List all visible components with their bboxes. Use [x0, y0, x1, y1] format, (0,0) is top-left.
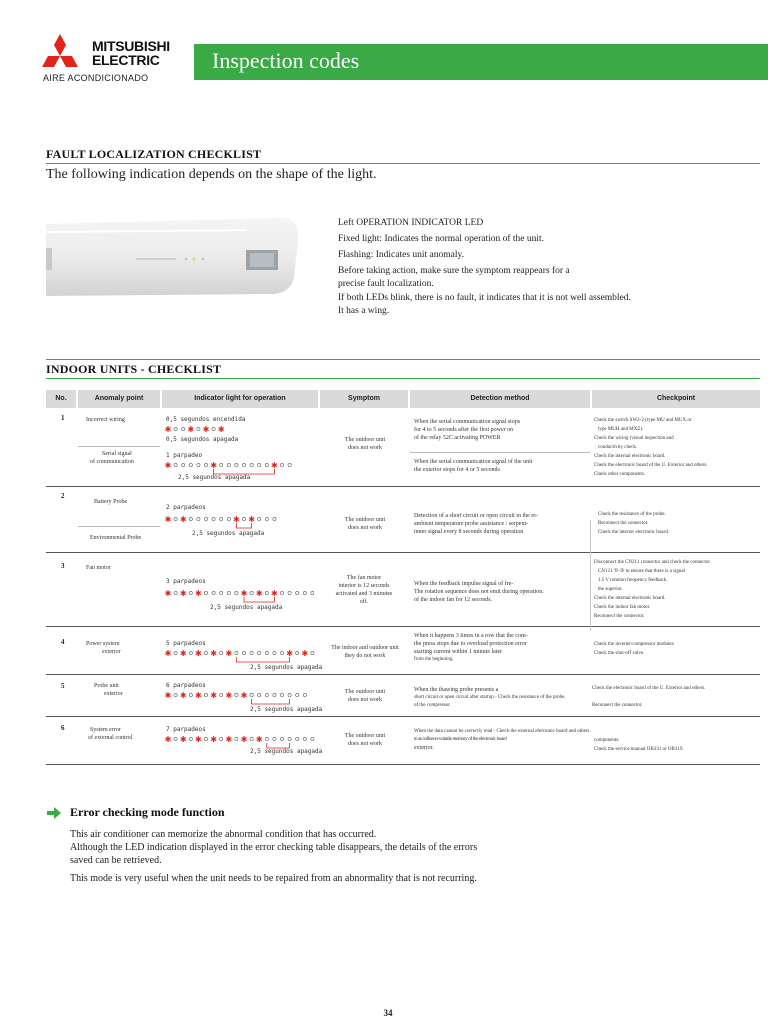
error-mode-title: Error checking mode function: [70, 805, 225, 819]
led-off-mark: [235, 737, 238, 740]
detection-line: for 4 to 5 seconds after the first power on: [414, 427, 514, 433]
led-off-mark: [288, 693, 291, 696]
checkpoint-line: CN121 ①-③ to ensure that there is a signal: [598, 569, 686, 574]
led-off-mark: [265, 463, 268, 466]
led-off-mark: [265, 693, 268, 696]
detection-line: ambient temperature probe assistance / serpent-: [414, 521, 529, 527]
led-off-mark: [204, 517, 207, 520]
led-on-mark: ✱: [210, 735, 217, 744]
checkpoint: [594, 640, 675, 658]
cell-divider: [78, 446, 160, 447]
symptom-line: does not work: [348, 697, 382, 703]
brand-line-2: ELECTRIC: [92, 52, 160, 68]
column-divider: [590, 520, 591, 630]
led-off-mark: [197, 517, 200, 520]
symptom-line: activated and 3 minutes: [335, 591, 393, 597]
row-number: 2: [61, 492, 65, 500]
led-on-mark: ✱: [271, 461, 278, 470]
col-header-no: No.: [46, 390, 76, 408]
symptom-line: does not work: [348, 525, 382, 531]
off-duration-label: 2,5 segundos apagada: [250, 706, 323, 713]
checkpoint-line: type MUH and MXZ).: [598, 427, 644, 432]
green-arrow-icon: [46, 806, 62, 820]
col-header-symptom: Symptom: [320, 390, 408, 408]
off-duration-label: 2,5 segundos apagada: [250, 664, 323, 671]
error-mode-paragraph: [70, 828, 477, 867]
detection-method: [414, 632, 528, 664]
led-off-mark: [189, 591, 192, 594]
indicator-on-label: 0,5 segundos encendida: [166, 416, 246, 423]
detection-method: [414, 580, 544, 604]
checkpoint-line: Check the shut-off valve.: [594, 651, 645, 656]
col-header-indicator: Indicator light for operation: [162, 390, 318, 408]
led-line: Fixed light: Indicates the normal operation of the unit.: [338, 234, 545, 244]
led-on-mark: ✱: [195, 649, 202, 658]
led-off-mark: [303, 591, 306, 594]
anomaly-point: Incorrect wiring: [86, 417, 125, 423]
title-banner: [194, 44, 768, 80]
detection-line: When the serial communication signal of the unit: [414, 459, 533, 465]
checkpoint-line: Reconnect the connector.: [592, 703, 643, 708]
led-off-mark: [311, 591, 314, 594]
led-off-mark: [280, 693, 283, 696]
led-off-mark: [296, 693, 299, 696]
section-divider: [46, 378, 760, 379]
led-off-mark: [174, 427, 177, 430]
note-line: Before taking action, make sure the symptom reappears for a: [338, 266, 570, 276]
led-on-mark: ✱: [179, 735, 187, 744]
led-off-mark: [235, 591, 238, 594]
detection-line: the press stops due to overload protection error: [414, 641, 527, 647]
detection-line: When the data cannot be correctly read - Check the external electronic board and others: [414, 729, 590, 734]
off-duration-bracket: [252, 699, 290, 704]
anomaly-point: Environmental Probe: [90, 535, 142, 541]
mitsubishi-logo: [34, 30, 174, 90]
detection-line: of the relay 52C activating POWER: [414, 435, 501, 441]
note-line: precise fault localization.: [338, 279, 434, 289]
led-description: [338, 217, 544, 262]
led-off-mark: [189, 517, 192, 520]
off-duration-label: 2,5 segundos apagada: [178, 474, 251, 481]
blink-count-label: 7 parpadeos: [166, 726, 206, 733]
checkpoint: [592, 684, 705, 710]
symptom-line: they do not work: [344, 653, 386, 659]
page-title: Inspection codes: [212, 48, 360, 73]
led-off-mark: [250, 693, 253, 696]
led-on-mark: ✱: [179, 649, 187, 658]
led-off-mark: [197, 463, 200, 466]
led-on-mark: ✱: [271, 589, 278, 598]
detection-line: the exterior stops for 4 or 5 seconds: [414, 467, 500, 473]
led-off-mark: [182, 427, 185, 430]
detection-line: The rotation sequence does not emit during operation.: [414, 589, 544, 595]
led-off-mark: [220, 737, 223, 740]
symptom-line: does not work: [348, 741, 382, 747]
led-on-mark: ✱: [187, 425, 195, 434]
led-on-mark: ✱: [225, 649, 233, 658]
anomaly-point: Probe unit: [94, 683, 119, 689]
checkpoint-line: Check the internal electronic board.: [594, 596, 666, 601]
led-off-mark: [258, 463, 261, 466]
led-off-mark: [265, 517, 268, 520]
detection-method: [414, 686, 566, 710]
col-header-detection: Detection method: [410, 390, 590, 408]
led-on-mark: ✱: [210, 649, 217, 658]
symptom-line: The outdoor unit: [344, 517, 386, 523]
indoor-unit-image: [46, 212, 300, 296]
brand-line-1: MITSUBISHI: [92, 38, 170, 54]
section-divider: [46, 163, 760, 164]
row-divider: [46, 674, 760, 675]
detection-line: exterior.: [414, 745, 434, 751]
symptom-line: does not work: [348, 445, 382, 451]
page-number: 34: [383, 1008, 393, 1018]
led-on-mark: ✱: [240, 589, 248, 598]
led-off-mark: [182, 463, 185, 466]
led-off-mark: [174, 737, 177, 740]
detection-line: from the beginning.: [414, 657, 454, 662]
detection-line: inner signal every 8 seconds during operation: [414, 529, 524, 535]
led-off-mark: [242, 463, 245, 466]
checkpoint-line: Check the internal electronic board.: [594, 454, 666, 459]
indoor-section-title: INDOOR UNITS - CHECKLIST: [46, 362, 222, 376]
led-off-mark: [250, 591, 253, 594]
led-line: Left OPERATION INDICATOR LED: [338, 218, 484, 228]
led-off-mark: [265, 591, 268, 594]
three-diamonds-icon: [34, 32, 86, 76]
indicator-off-label: 0,5 segundos apagada: [166, 436, 239, 443]
checkpoint-line: Check other components.: [594, 472, 645, 477]
checkpoint-line: Check the resistance of the probe.: [598, 512, 666, 517]
led-off-mark: [265, 651, 268, 654]
detection-line: When the serial communication signal stops: [414, 419, 521, 425]
lead-text: The following indication depends on the shape of the light.: [46, 167, 377, 182]
checkpoint: [594, 736, 684, 754]
led-on-mark: ✱: [179, 589, 187, 598]
symptom: [340, 516, 390, 532]
led-off-mark: [174, 463, 177, 466]
anomaly-point: of communication: [90, 459, 134, 465]
led-on-mark: ✱: [164, 425, 172, 434]
led-off-mark: [258, 517, 261, 520]
led-off-mark: [258, 651, 261, 654]
note-line: If both LEDs blink, there is no fault, it indicates that it is not well assembled.: [338, 293, 631, 303]
cell-divider: [78, 526, 160, 527]
symptom: [326, 574, 402, 606]
detection-method: [414, 728, 589, 752]
paragraph-line: This air conditioner can memorize the abnormal condition that has occurred.: [70, 829, 377, 840]
section-divider: [46, 359, 760, 360]
row-divider: [46, 716, 760, 717]
checkpoint-line: the superior.: [598, 587, 623, 592]
blink-count-label: 6 parpadeos: [166, 682, 206, 689]
led-off-mark: [296, 591, 299, 594]
led-on-mark: ✱: [286, 649, 293, 658]
anomaly-point: Power system: [86, 641, 120, 647]
led-off-mark: [212, 427, 215, 430]
blink-count-label: 1 parpadeo: [166, 452, 203, 459]
symptom: [340, 436, 390, 452]
led-on-mark: ✱: [179, 691, 187, 700]
led-off-mark: [220, 463, 223, 466]
led-off-mark: [311, 737, 314, 740]
symptom-line: The outdoor unit: [344, 733, 386, 739]
checkpoint-line: Check the indoor fan motor.: [594, 605, 651, 610]
led-on-mark: ✱: [164, 649, 172, 658]
checkpoint-line: 1.5 V rotation frequency feedback.: [598, 578, 668, 583]
led-on-mark: ✱: [225, 691, 233, 700]
anomaly-point: System error: [90, 727, 121, 733]
led-on-mark: ✱: [164, 691, 172, 700]
led-off-mark: [220, 651, 223, 654]
led-on-mark: ✱: [164, 589, 172, 598]
led-off-mark: [204, 651, 207, 654]
led-on-mark: ✱: [210, 691, 217, 700]
led-on-mark: ✱: [248, 515, 255, 524]
detection-method: [414, 418, 520, 442]
symptom: [340, 688, 390, 704]
detection-method: [414, 512, 538, 536]
symptom-line: off.: [359, 599, 369, 605]
led-on-mark: ✱: [179, 515, 187, 524]
row-divider: [46, 764, 760, 765]
checkpoint-line: Disconnect the CN211 connector and check the connector: [594, 560, 711, 565]
checkpoint-line: Reconnect the connector.: [594, 614, 645, 619]
blink-count-label: 5 parpadeos: [166, 640, 206, 647]
led-off-mark: [220, 517, 223, 520]
led-off-mark: [250, 737, 253, 740]
col-header-checkpoint: Checkpoint: [592, 390, 760, 408]
led-on-mark: ✱: [195, 735, 202, 744]
led-off-mark: [212, 517, 215, 520]
led-on-mark: ✱: [164, 735, 172, 744]
checkpoint-line: Check the wiring (visual inspection and: [594, 436, 674, 441]
led-off-mark: [280, 651, 283, 654]
detection-line: Detection of a short circuit or open circuit in the re-: [414, 513, 538, 519]
led-off-mark: [174, 517, 177, 520]
paragraph-line: Although the LED indication displayed in the error checking table disappears, the details of the errors: [70, 842, 478, 853]
led-off-mark: [204, 463, 207, 466]
row-number: 5: [61, 682, 65, 690]
led-pattern-icon: [164, 424, 244, 434]
led-off-mark: [212, 591, 215, 594]
off-duration-label: 2,5 segundos apagada: [210, 604, 283, 611]
led-off-mark: [273, 517, 276, 520]
row-number: 4: [61, 638, 65, 646]
detection-line: to an infineon-volatile memory of the electronic board: [414, 737, 507, 742]
fault-note: [338, 265, 631, 318]
led-off-mark: [303, 693, 306, 696]
anomaly-point: Serial signal: [102, 451, 132, 457]
led-on-mark: ✱: [195, 589, 202, 598]
led-on-mark: ✱: [217, 425, 225, 434]
cell-divider: [410, 452, 590, 453]
led-off-mark: [220, 591, 223, 594]
led-off-mark: [242, 651, 245, 654]
detection-line: When it happens 3 times in a row that the com-: [414, 633, 528, 639]
blink-count-label: 3 parpadeos: [166, 578, 206, 585]
paragraph-line: saved can be retrieved.: [70, 855, 162, 866]
led-off-mark: [288, 591, 291, 594]
row-number: 3: [61, 562, 65, 570]
led-off-mark: [174, 651, 177, 654]
row-divider: [46, 486, 760, 487]
off-duration-label: 2,5 segundos apagada: [192, 530, 265, 537]
anomaly-point: exterior: [104, 691, 123, 697]
checkpoint-line: Check the service manual OB331 or OB319.: [594, 747, 684, 752]
led-line: Flashing: Indicates unit anomaly.: [338, 250, 465, 260]
led-off-mark: [296, 737, 299, 740]
row-divider: [46, 626, 760, 627]
led-off-mark: [273, 737, 276, 740]
symptom-line: The fan motor: [346, 575, 382, 581]
led-on-mark: ✱: [240, 735, 248, 744]
led-off-mark: [189, 693, 192, 696]
led-off-mark: [273, 693, 276, 696]
led-on-mark: ✱: [255, 735, 263, 744]
led-off-mark: [235, 693, 238, 696]
detection-line: When the feedback impulse signal of fre-: [414, 581, 514, 587]
detection-line: When the thawing probe presents a: [414, 687, 499, 693]
led-off-mark: [273, 651, 276, 654]
led-off-mark: [250, 463, 253, 466]
led-on-mark: ✱: [233, 515, 240, 524]
off-duration-label: 2,5 segundos apagada: [250, 748, 323, 755]
led-off-mark: [227, 591, 230, 594]
led-off-mark: [189, 651, 192, 654]
detection-method: [414, 458, 532, 474]
led-off-mark: [280, 463, 283, 466]
led-on-mark: ✱: [202, 425, 210, 434]
led-off-mark: [265, 737, 268, 740]
checkpoint: [598, 510, 669, 537]
led-on-mark: ✱: [195, 691, 202, 700]
led-off-mark: [174, 693, 177, 696]
led-off-mark: [280, 591, 283, 594]
led-off-mark: [227, 517, 230, 520]
checkpoint-line: Check the electronic board of the U. Exterior and others.: [594, 463, 708, 468]
detection-line: of the compressor.: [414, 703, 451, 708]
led-off-mark: [288, 737, 291, 740]
led-on-mark: ✱: [164, 515, 172, 524]
checkpoint-line: components.: [594, 738, 620, 743]
led-on-mark: ✱: [164, 461, 172, 470]
blink-count-label: 2 parpadeos: [166, 504, 206, 511]
brand-subtitle: AIRE ACONDICIONADO: [43, 73, 149, 83]
anomaly-point: Fan motor: [86, 565, 111, 571]
anomaly-point: Battery Probe: [94, 499, 128, 505]
anomaly-point: of external control: [88, 735, 133, 741]
led-on-mark: ✱: [210, 461, 217, 470]
led-off-mark: [204, 693, 207, 696]
led-on-mark: ✱: [255, 589, 263, 598]
led-off-mark: [258, 693, 261, 696]
error-mode-paragraph: This mode is very useful when the unit needs to be repaired from an abnormality that is not recurring.: [70, 873, 477, 884]
fault-section-title: FAULT LOCALIZATION CHECKLIST: [46, 147, 262, 161]
led-off-mark: [197, 427, 200, 430]
led-on-mark: ✱: [301, 649, 309, 658]
led-off-mark: [204, 591, 207, 594]
led-off-mark: [311, 651, 314, 654]
led-off-mark: [242, 517, 245, 520]
symptom-line: The indoor and outdoor unit: [331, 645, 399, 651]
led-off-mark: [204, 737, 207, 740]
led-off-mark: [189, 737, 192, 740]
led-off-mark: [250, 651, 253, 654]
col-header-anomaly: Anomaly point: [78, 390, 160, 408]
led-off-mark: [235, 463, 238, 466]
led-off-mark: [280, 737, 283, 740]
led-on-mark: ✱: [225, 735, 233, 744]
detection-line: of the indoor fan for 12 seconds.: [414, 597, 493, 603]
checkpoint-line: Reconnect the connector.: [598, 521, 649, 526]
led-off-mark: [296, 651, 299, 654]
off-duration-bracket: [236, 657, 289, 662]
detection-line: short circuit or open circuit after startup - Check the resistance of the probe.: [414, 695, 566, 700]
symptom: [322, 644, 408, 660]
led-off-mark: [235, 651, 238, 654]
detection-line: starting current within 1 minute later: [414, 649, 503, 655]
checkpoint-line: conductivity check.: [598, 445, 638, 450]
led-off-mark: [288, 463, 291, 466]
led-off-mark: [189, 463, 192, 466]
note-line: It has a wing.: [338, 306, 390, 316]
symptom-line: The outdoor unit: [344, 437, 386, 443]
checkpoint-line: Check the inverter/compressor modules.: [594, 642, 675, 647]
led-off-mark: [174, 591, 177, 594]
row-divider: [46, 552, 760, 553]
row-number: 6: [61, 724, 65, 732]
symptom-line: interior is 12 seconds: [338, 583, 390, 589]
led-on-mark: ✱: [240, 691, 248, 700]
checkpoint: [594, 558, 710, 621]
checkpoint: [594, 416, 707, 479]
checkpoint-line: Check the electronic board of the U. Exterior and others.: [592, 686, 706, 691]
checkpoint-line: Check the switch SW2-2 (type MU and MUX or: [594, 418, 692, 423]
symptom-line: The outdoor unit: [344, 689, 386, 695]
led-off-mark: [227, 463, 230, 466]
symptom: [340, 732, 390, 748]
row-number: 1: [61, 414, 65, 422]
checkpoint-line: Check the interior electronic board.: [598, 530, 669, 535]
led-off-mark: [303, 737, 306, 740]
anomaly-point: exterior: [102, 649, 121, 655]
led-off-mark: [220, 693, 223, 696]
